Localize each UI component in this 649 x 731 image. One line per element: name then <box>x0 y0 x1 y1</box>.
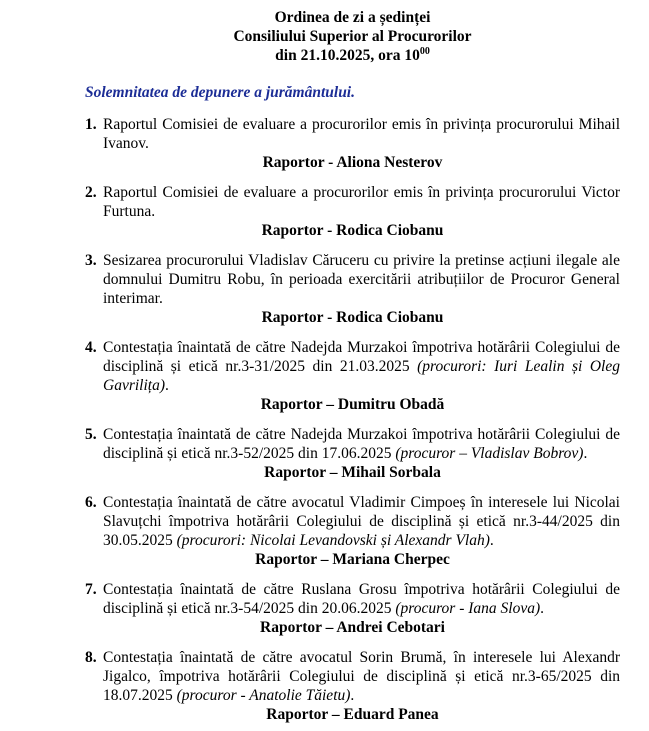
title-line-3 <box>85 46 620 65</box>
item-text-main: Raportul Comisiei de evaluare a procurorilor emis în privința procurorului Victor Furtuna. <box>103 184 620 220</box>
item-raportor: Raportor - Rodica Ciobanu <box>261 222 444 239</box>
item-number: 7. <box>85 581 97 598</box>
item-text-prosecutors: (procuror - Iana Slova) <box>395 600 541 617</box>
item-text-main: Contestația înaintată de către avocatul Sorin Brumă, în interesele lui Alexandr Jigalco, împotriva hotărârii Colegiului de disciplină și etică nr.3-65/2025 din 18.07.2025 <box>103 649 620 704</box>
item-raportor: Raportor – Dumitru Obadă <box>260 396 445 413</box>
item-raportor: Raportor - Aliona Nesterov <box>262 154 443 171</box>
item-number: 1. <box>85 116 97 133</box>
item-text-main: Contestația înaintată de către avocatul Vladimir Cimpoeș în interesele lui Nicolai Slavuțchi împotriva hotărârii Colegiului de disciplină și etică nr.3-44/2025 din 30.05.2025 <box>103 494 620 549</box>
item-text-main: Raportul Comisiei de evaluare a procurorilor emis în privința procurorului Mihail Ivanov. <box>103 116 620 152</box>
agenda-item-7 <box>85 580 620 637</box>
agenda-item-8 <box>85 648 620 724</box>
item-text-prosecutors: (procurori: Iuri Lealin și Oleg Gavrilița) <box>103 358 620 394</box>
item-raportor: Raportor – Mihail Sorbala <box>264 464 441 481</box>
agenda-item-6 <box>85 493 620 569</box>
item-text-main: Contestația înaintată de către Ruslana Grosu împotriva hotărârii Colegiului de disciplină și etică nr.3-54/2025 din 20.06.2025 <box>103 581 620 617</box>
item-raportor: Raportor – Eduard Panea <box>266 706 439 723</box>
title-date-time: din 21.10.2025, ora 10 <box>275 47 420 64</box>
item-number: 4. <box>85 339 97 356</box>
item-text-main: Sesizarea procurorului Vladislav Căruceru cu privire la pretinse acțiuni ilegale ale domnului Dumitru Robu, în perioada exercitării atribuțiilor de Procuror General interimar. <box>103 252 620 307</box>
item-text-period: . <box>350 687 355 704</box>
item-text-prosecutors: (procuror – Vladislav Bobrov) <box>395 445 584 462</box>
item-text <box>103 183 620 221</box>
item-number: 6. <box>85 494 97 511</box>
title-line-1: Ordinea de zi a ședinței <box>274 9 431 26</box>
item-raportor: Raportor – Mariana Cherpec <box>255 551 450 568</box>
item-raportor: Raportor - Rodica Ciobanu <box>261 309 444 326</box>
agenda-item-4 <box>85 338 620 414</box>
item-text-period: . <box>489 532 494 549</box>
item-number: 8. <box>85 649 97 666</box>
item-text-prosecutors: (procuror - Anatolie Tăietu) <box>176 687 351 704</box>
title-line-2: Consiliului Superior al Procurorilor <box>233 28 472 45</box>
item-text <box>103 648 620 705</box>
item-text <box>103 425 620 463</box>
item-text <box>103 115 620 153</box>
item-text-period: . <box>583 445 588 462</box>
document-title <box>85 8 620 65</box>
title-time-superscript: 00 <box>419 45 430 57</box>
item-text-period: . <box>540 600 544 617</box>
item-number: 3. <box>85 252 97 269</box>
item-text <box>103 580 620 618</box>
item-number: 5. <box>85 426 97 443</box>
item-number: 2. <box>85 184 97 201</box>
item-text-prosecutors: (procurori: Nicolai Levandovski și Alexandr Vlah) <box>176 532 490 549</box>
agenda-item-5 <box>85 425 620 482</box>
item-text <box>103 493 620 550</box>
oath-ceremony-heading: Solemnitatea de depunere a jurământului. <box>85 84 355 101</box>
item-text <box>103 251 620 308</box>
agenda-item-2 <box>85 183 620 240</box>
agenda-item-3 <box>85 251 620 327</box>
item-text-main: Contestația înaintată de către Nadejda Murzakoi împotriva hotărârii Colegiului de disciplină și etică nr.3-31/2025 din 21.03.2025 <box>103 339 620 375</box>
agenda-item-1 <box>85 115 620 172</box>
item-text-period: . <box>165 377 169 394</box>
item-text-main: Contestația înaintată de către Nadejda Murzakoi împotriva hotărârii Colegiului de disciplină și etică nr.3-52/2025 din 17.06.2025 <box>103 426 620 462</box>
item-text <box>103 338 620 395</box>
item-raportor: Raportor – Andrei Cebotari <box>260 619 445 636</box>
